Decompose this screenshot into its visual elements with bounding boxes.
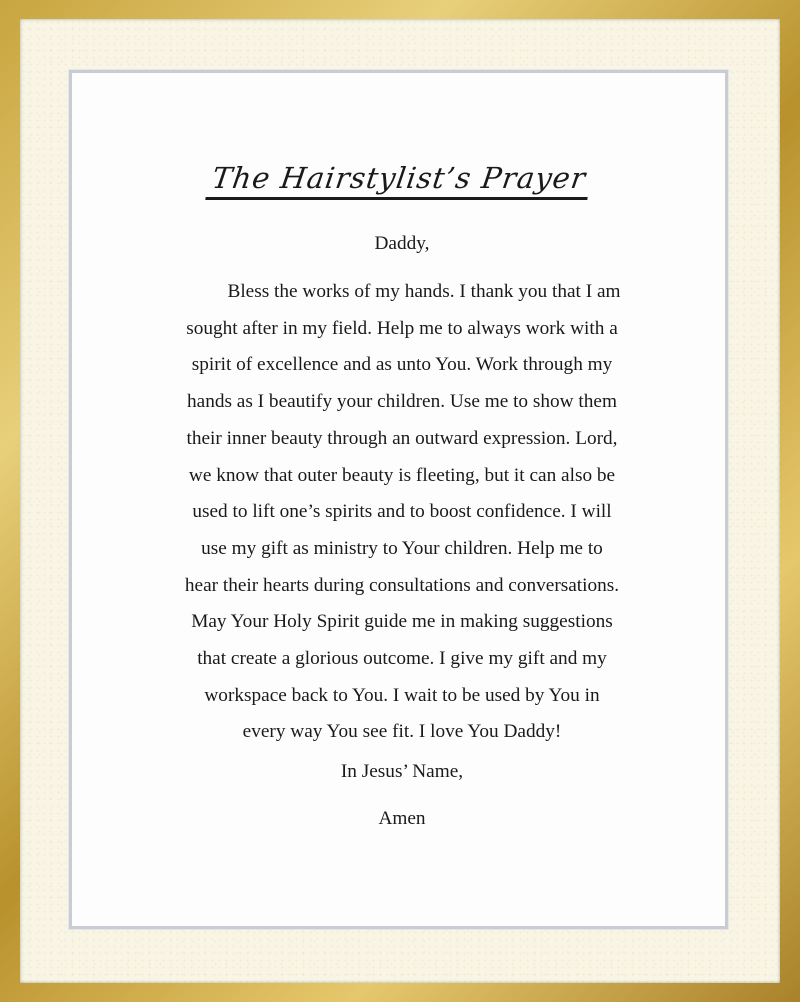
prayer-line: Bless the works of my hands. I thank you that I am (227, 281, 621, 302)
prayer-line: that create a glorious outcome. I give my gift and my (197, 648, 607, 670)
prayer-line: use my gift as ministry to Your children. Help me to (201, 537, 603, 559)
prayer-line: workspace back to You. I wait to be used by You in (204, 684, 600, 706)
closing: In Jesus’ Name, (340, 761, 464, 782)
prayer-line: every way You see fit. I love You Daddy! (242, 721, 562, 743)
prayer-body (172, 274, 632, 751)
prayer-line: sought after in my field. Help me to always work with a (186, 317, 618, 339)
greeting: Daddy, (374, 233, 430, 254)
title-container (72, 161, 725, 200)
prayer-line: their inner beauty through an outward expression. Lord, (186, 427, 618, 449)
prayer-line: spirit of excellence and as unto You. Work through my (191, 354, 613, 376)
prayer-line: hear their hearts during consultations and conversations. (184, 574, 620, 596)
prayer-paper (69, 70, 728, 929)
prayer-line: used to lift one’s spirits and to boost confidence. I will (192, 501, 612, 523)
cream-mat (20, 19, 780, 983)
prayer-line: we know that outer beauty is fleeting, but it can also be (188, 464, 616, 486)
page-title: The Hairstylist’s Prayer (205, 161, 592, 200)
amen: Amen (378, 808, 426, 829)
prayer-line: May Your Holy Spirit guide me in making suggestions (191, 611, 613, 633)
prayer-line: hands as I beautify your children. Use me to show them (187, 391, 617, 413)
